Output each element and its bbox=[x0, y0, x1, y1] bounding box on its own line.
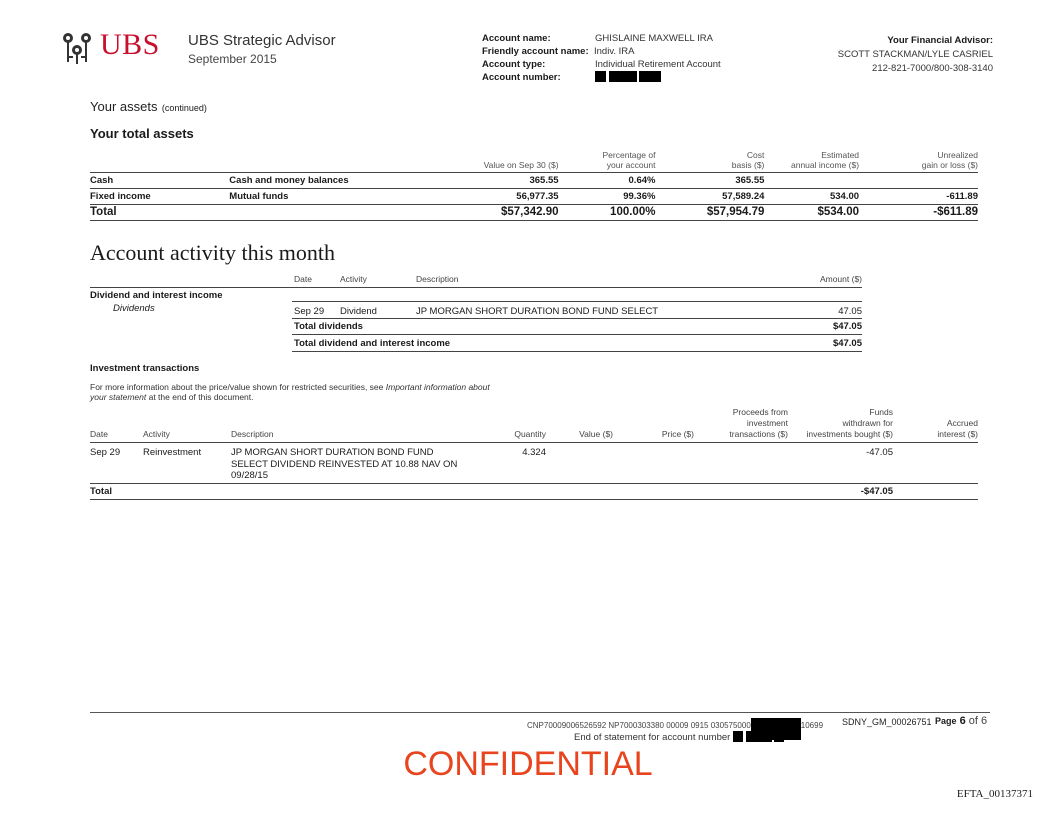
row-value: 365.55 bbox=[529, 174, 559, 186]
account-type-value: Individual Retirement Account bbox=[595, 59, 721, 70]
dividends-subgroup: Dividends bbox=[113, 303, 155, 314]
act-col-description: Description bbox=[416, 274, 459, 284]
page-word: Page bbox=[935, 716, 957, 726]
act-row-date: Sep 29 bbox=[294, 306, 325, 317]
inv-row-activity: Reinvestment bbox=[143, 447, 202, 458]
total-pct: 100.00% bbox=[610, 206, 656, 218]
brand-logo-text: UBS bbox=[100, 28, 160, 61]
redaction-block bbox=[774, 731, 784, 742]
redaction-block bbox=[639, 71, 661, 82]
divider bbox=[90, 287, 862, 288]
footer-code-text: CNP70009006526592 NP7000303380 00009 0915 030575000 bbox=[527, 721, 751, 730]
redaction-block bbox=[609, 71, 637, 82]
total-dividends-label: Total dividends bbox=[294, 321, 363, 332]
row-value: 56,977.35 bbox=[516, 190, 559, 202]
investment-note bbox=[90, 382, 490, 402]
total-value: $57,342.90 bbox=[500, 206, 559, 218]
advisor-name: SCOTT STACKMAN/LYLE CASRIEL bbox=[837, 49, 993, 60]
col-percentage: Percentage of your account bbox=[602, 149, 656, 170]
total-cost: $57,954.79 bbox=[706, 206, 765, 218]
row-cost: 365.55 bbox=[735, 174, 765, 186]
inv-col-proceeds: Proceeds from investment transactions ($) bbox=[729, 407, 788, 439]
account-name-label: Account name: bbox=[482, 33, 551, 44]
investment-title: Investment transactions bbox=[90, 363, 200, 374]
inv-col-value: Value ($) bbox=[579, 429, 613, 439]
inv-row-funds: -47.05 bbox=[866, 447, 893, 458]
footer-code-tail: 10699 bbox=[800, 721, 824, 730]
bates-number: SDNY_GM_00026751 bbox=[842, 717, 932, 727]
row-type: Mutual funds bbox=[229, 190, 289, 202]
col-value: Value on Sep 30 ($) bbox=[483, 159, 559, 170]
confidential-stamp: CONFIDENTIAL bbox=[403, 745, 653, 783]
inv-col-price: Price ($) bbox=[661, 429, 694, 439]
note-text: For more information about the price/value shown for restricted securities, see bbox=[90, 382, 384, 392]
inv-col-funds: Funds withdrawn for investments bought ($) bbox=[806, 407, 893, 439]
friendly-name-label: Friendly account name: bbox=[482, 46, 589, 57]
dividend-group-label: Dividend and interest income bbox=[90, 290, 223, 301]
divider bbox=[292, 334, 862, 335]
act-row-amount: 47.05 bbox=[838, 306, 862, 317]
inv-total-funds: -$47.05 bbox=[860, 486, 893, 497]
total-income: $534.00 bbox=[817, 206, 860, 218]
col-gain-loss: Unrealized gain or loss ($) bbox=[921, 149, 978, 170]
end-of-statement bbox=[574, 731, 784, 743]
total-assets-table bbox=[90, 146, 978, 221]
act-col-date: Date bbox=[294, 274, 312, 284]
section-title: Your assets bbox=[90, 99, 158, 114]
inv-row-quantity: 4.324 bbox=[522, 447, 546, 458]
act-col-amount: Amount ($) bbox=[819, 274, 862, 284]
total-assets-title: Your total assets bbox=[90, 126, 194, 141]
page-number: 6 bbox=[959, 715, 966, 727]
account-info bbox=[482, 32, 721, 84]
total-div-int-value: $47.05 bbox=[832, 338, 862, 349]
ubs-keys-logo-icon bbox=[58, 28, 96, 66]
divider bbox=[90, 499, 978, 500]
row-category: Fixed income bbox=[90, 190, 151, 202]
row-income bbox=[764, 172, 859, 188]
row-pct: 99.36% bbox=[623, 190, 656, 202]
redaction-block bbox=[733, 731, 743, 742]
inv-col-date: Date bbox=[90, 429, 108, 439]
total-label: Total bbox=[90, 206, 117, 218]
total-gain: -$611.89 bbox=[933, 206, 978, 218]
inv-row-date: Sep 29 bbox=[90, 447, 121, 458]
divider bbox=[292, 318, 862, 319]
row-type: Cash and money balances bbox=[229, 174, 349, 186]
note-link: Important information about bbox=[385, 382, 490, 392]
row-income: 534.00 bbox=[829, 190, 860, 202]
financial-advisor bbox=[838, 34, 993, 76]
divider bbox=[90, 483, 978, 484]
redaction-block bbox=[595, 71, 606, 82]
divider bbox=[292, 351, 862, 352]
inv-col-quantity: Quantity bbox=[514, 429, 546, 439]
note-text: at the end of this document. bbox=[148, 392, 254, 402]
advisor-phone: 212-821-7000/800-308-3140 bbox=[872, 63, 993, 74]
divider bbox=[292, 301, 862, 302]
friendly-name-value: Indiv. IRA bbox=[594, 46, 635, 57]
row-pct: 0.64% bbox=[628, 174, 656, 186]
act-col-activity: Activity bbox=[340, 274, 367, 284]
footer-divider bbox=[90, 712, 990, 713]
inv-col-accrued: Accrued interest ($) bbox=[937, 418, 978, 439]
total-div-int-label: Total dividend and interest income bbox=[294, 338, 451, 349]
end-text: End of statement for account number bbox=[574, 732, 731, 743]
row-cost: 57,589.24 bbox=[722, 190, 765, 202]
col-cost-basis: Cost basis ($) bbox=[731, 149, 765, 170]
page-total: of 6 bbox=[968, 715, 988, 727]
total-dividends-value: $47.05 bbox=[832, 321, 862, 332]
col-est-income: Estimated annual income ($) bbox=[790, 149, 860, 170]
inv-col-description: Description bbox=[231, 429, 274, 439]
total-row bbox=[90, 204, 978, 220]
inv-col-activity: Activity bbox=[143, 429, 170, 439]
activity-title: Account activity this month bbox=[90, 240, 336, 265]
table-row bbox=[90, 172, 978, 188]
account-type-label: Account type: bbox=[482, 59, 546, 70]
account-name-value: GHISLAINE MAXWELL IRA bbox=[595, 33, 713, 44]
statement-period: September 2015 bbox=[188, 52, 277, 66]
table-row bbox=[90, 188, 978, 204]
divider bbox=[90, 442, 978, 443]
inv-row-description: JP MORGAN SHORT DURATION BOND FUND SELECT DIVIDEND REINVESTED AT 10.88 NAV ON 09/28/15 bbox=[231, 447, 458, 481]
row-category: Cash bbox=[90, 174, 114, 186]
section-note: (continued) bbox=[161, 103, 207, 113]
advisor-heading: Your Financial Advisor: bbox=[887, 35, 993, 46]
note-link: your statement bbox=[90, 392, 147, 402]
act-row-description: JP MORGAN SHORT DURATION BOND FUND SELECT bbox=[416, 306, 659, 317]
redaction-block bbox=[746, 731, 772, 742]
inv-total-label: Total bbox=[90, 486, 112, 497]
page-indicator bbox=[935, 715, 987, 727]
act-row-activity: Dividend bbox=[340, 306, 377, 317]
section-heading-assets bbox=[90, 98, 207, 116]
app-title: UBS Strategic Advisor bbox=[188, 32, 336, 49]
row-gain: -611.89 bbox=[946, 190, 978, 202]
account-number-label: Account number: bbox=[482, 72, 561, 83]
efta-number: EFTA_00137371 bbox=[956, 788, 1033, 800]
row-gain bbox=[859, 172, 978, 188]
